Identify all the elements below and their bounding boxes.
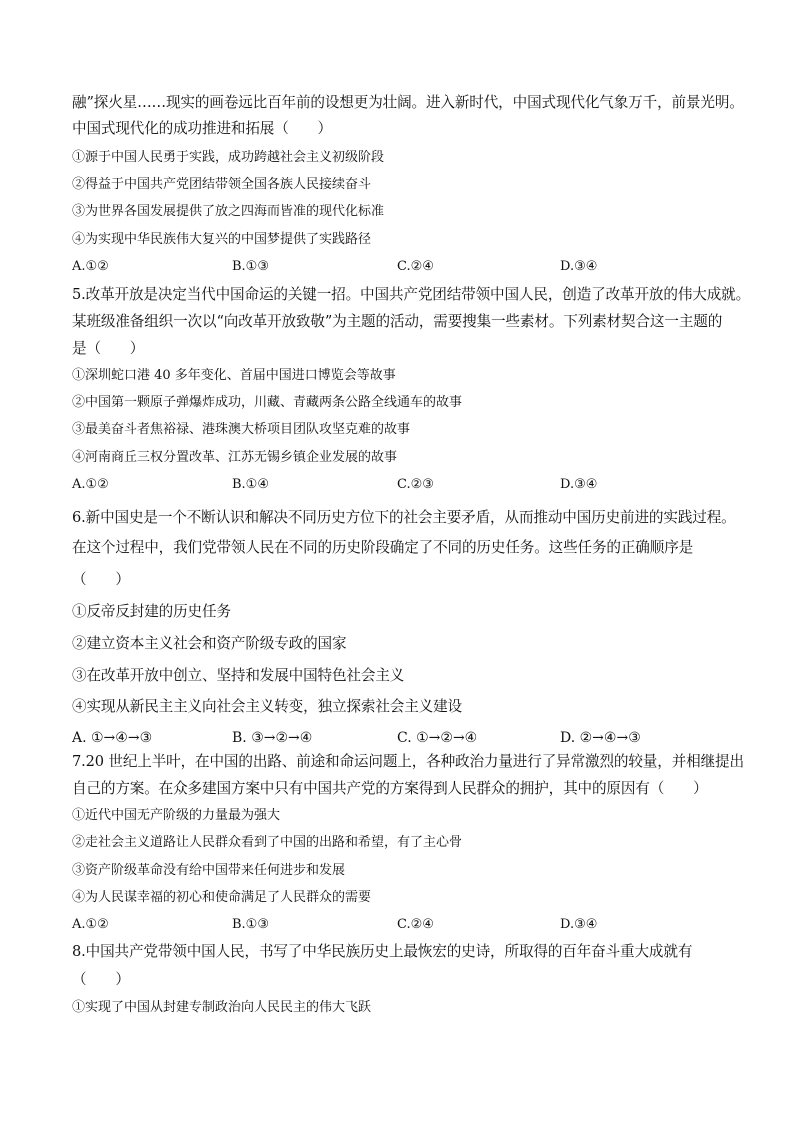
q5-choice-c: C.②③: [397, 477, 434, 492]
q5-choice-d: D.③④: [560, 477, 598, 492]
q4-stem-line-1: 融”探火星……现实的画卷远比百年前的设想更为壮阔。进入新时代，中国式现代化气象万千，前景光明。: [72, 94, 744, 111]
q7-choices: [72, 915, 732, 935]
q5-stem-line-3: 是（ ）: [72, 340, 145, 357]
q6-option-1: ①反帝反封建的历史任务: [72, 603, 231, 620]
q4-choice-c: C.②④: [397, 259, 434, 274]
q7-stem-line-1: 7.20 世纪上半叶，在中国的出路、前途和命运问题上，各种政治力量进行了异常激烈的较量，并相继提出: [72, 753, 744, 770]
q4-option-4: ④为实现中华民族伟大复兴的中国梦提供了实践路径: [72, 232, 372, 247]
q6-choice-a: A. ①→④→③: [72, 730, 153, 746]
q5-choice-b: B.①④: [232, 477, 269, 492]
q6-choice-c: C. ①→②→④: [397, 730, 478, 746]
q6-stem-line-2: 在这个过程中，我们党带领人民在不同的历史阶段确定了不同的历史任务。这些任务的正确顺序是: [72, 539, 694, 556]
q8-option-1: ①实现了中国从封建专制政治向人民民主的伟大飞跃: [72, 1000, 372, 1015]
q4-choice-d: D.③④: [560, 259, 598, 274]
q5-choices: [72, 475, 732, 495]
q4-choice-b: B.①③: [232, 259, 269, 274]
q4-option-1: ①源于中国人民勇于实践，成功跨越社会主义初级阶段: [72, 150, 385, 165]
q4-option-2: ②得益于中国共产党团结带领全国各族人民接续奋斗: [72, 177, 372, 192]
q7-option-2: ②走社会主义道路让人民群众看到了中国的出路和希望，有了主心骨: [72, 835, 463, 850]
q6-stem-line-1: 6.新中国史是一个不断认识和解决不同历史方位下的社会主要矛盾，从而推动中国历史前进的实践过程。: [72, 509, 736, 526]
q7-choice-a: A.①②: [72, 917, 109, 932]
q8-stem-line-1: 8.中国共产党带领中国人民，书写了中华民族历史上最恢宏的史诗，所取得的百年奋斗重大成就有: [72, 943, 693, 960]
q8-stem-line-2: （ ）: [72, 971, 130, 988]
q5-option-4: ④河南商丘三权分置改革、江苏无锡乡镇企业发展的故事: [72, 450, 398, 465]
q7-option-3: ③资产阶级革命没有给中国带来任何进步和发展: [72, 863, 346, 878]
q7-option-1: ①近代中国无产阶级的力量最为强大: [72, 808, 281, 823]
q4-choice-a: A.①②: [72, 259, 109, 274]
q6-choices: [72, 728, 732, 748]
q6-choice-b: B. ③→②→④: [232, 730, 313, 746]
q6-stem-line-3: （ ）: [72, 571, 130, 588]
q5-choice-a: A.①②: [72, 477, 109, 492]
q6-choice-d: D. ②→④→③: [560, 730, 641, 746]
q5-option-1: ①深圳蛇口港 40 多年变化、首届中国进口博览会等故事: [72, 368, 396, 383]
q7-choice-b: B.①③: [232, 917, 269, 932]
q7-option-4: ④为人民谋幸福的初心和使命满足了人民群众的需要: [72, 890, 372, 905]
q7-stem-line-2: 自己的方案。在众多建国方案中只有中国共产党的方案得到人民群众的拥护，其中的原因有（ ）: [72, 780, 708, 797]
q5-option-3: ③最美奋斗者焦裕禄、港珠澳大桥项目团队攻坚克难的故事: [72, 422, 411, 437]
q7-choice-c: C.②④: [397, 917, 434, 932]
q4-option-3: ③为世界各国发展提供了放之四海而皆准的现代化标准: [72, 204, 385, 219]
q5-option-2: ②中国第一颗原子弹爆炸成功，川藏、青藏两条公路全线通车的故事: [72, 395, 463, 410]
q6-option-4: ④实现从新民主主义向社会主义转变，独立探索社会主义建设: [72, 698, 462, 715]
q4-choices: [72, 257, 732, 277]
q5-stem-line-2: 某班级准备组织一次以“向改革开放致敬”为主题的活动，需要搜集一些素材。下列素材契合这一主题的: [72, 313, 723, 330]
q5-stem-line-1: 5.改革开放是决定当代中国命运的关键一招。中国共产党团结带领中国人民，创造了改革开放的伟大成就。: [72, 286, 751, 303]
q6-option-3: ③在改革开放中创立、坚持和发展中国特色社会主义: [72, 667, 405, 684]
q4-stem-line-2: 中国式现代化的成功推进和拓展（ ）: [72, 120, 332, 137]
q6-option-2: ②建立资本主义社会和资产阶级专政的国家: [72, 635, 347, 652]
q7-choice-d: D.③④: [560, 917, 598, 932]
